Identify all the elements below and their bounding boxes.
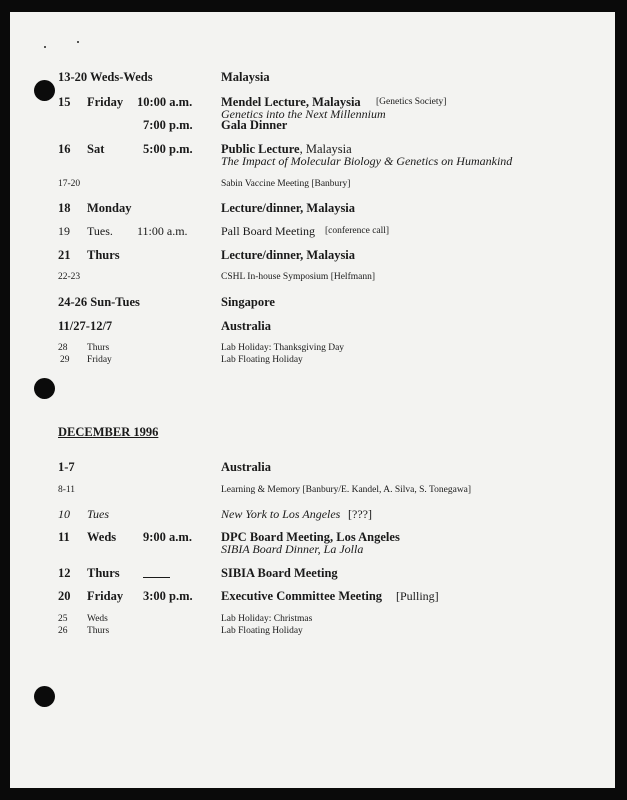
punch-hole (34, 80, 55, 101)
entry-event: Sabin Vaccine Meeting [Banbury] (221, 179, 351, 189)
entry-time: 7:00 p.m. (143, 118, 193, 132)
entry-event: Gala Dinner (221, 118, 288, 132)
entry-day: Weds (87, 530, 117, 544)
entry-note: [Genetics Society] (376, 97, 447, 107)
entry-date: 8-11 (58, 485, 76, 495)
entry-date: 11 (58, 530, 70, 544)
month-heading: DECEMBER 1996 (58, 425, 159, 439)
entry-day: Sat (87, 142, 105, 156)
entry-event: Lecture/dinner, Malaysia (221, 201, 356, 215)
entry-time: 3:00 p.m. (143, 589, 193, 603)
entry-date: 13-20 Weds-Weds (58, 70, 153, 84)
entry-day: Friday (87, 95, 124, 109)
entry-event: Learning & Memory [Banbury/E. Kandel, A. Silva, S. Tonegawa] (221, 485, 472, 495)
entry-event: SIBIA Board Meeting (221, 566, 338, 580)
entry-date: 20 (58, 589, 71, 603)
entry-time: 9:00 a.m. (143, 530, 192, 544)
entry-date: 16 (58, 142, 71, 156)
entry-date: 12 (58, 566, 71, 580)
entry-event: Pall Board Meeting (221, 224, 315, 238)
entry-day: Tues (87, 507, 110, 521)
entry-date: 29 (60, 355, 70, 365)
entry-date: 25 (58, 614, 68, 624)
entry-event: Lab Holiday: Christmas (221, 614, 313, 624)
entry-event: New York to Los Angeles (221, 507, 341, 521)
entry-date: 1-7 (58, 460, 75, 474)
entry-date: 18 (58, 201, 71, 215)
entry-note: [Pulling] (396, 589, 439, 603)
entry-event-bold: Public Lecture (221, 142, 300, 156)
entry-time: 11:00 a.m. (137, 224, 188, 238)
entry-date: 26 (58, 626, 68, 636)
entry-day: Thurs (87, 626, 110, 636)
entry-time: 5:00 p.m. (143, 142, 193, 156)
entry-time: 10:00 a.m. (137, 95, 193, 109)
entry-event-rest: , Malaysia (299, 142, 352, 156)
entry-date: 15 (58, 95, 71, 109)
entry-subtitle: SIBIA Board Dinner, La Jolla (221, 542, 364, 556)
entry-date: 11/27-12/7 (58, 319, 113, 333)
entry-event: Australia (221, 319, 271, 333)
entry-event: Lab Floating Holiday (221, 626, 303, 636)
punch-hole (34, 686, 55, 707)
entry-event: Mendel Lecture, Malaysia (221, 95, 361, 109)
entry-day: Weds (87, 614, 108, 624)
punch-hole (34, 378, 55, 399)
entry-event: Lab Floating Holiday (221, 355, 303, 365)
entry-day: Thurs (87, 248, 120, 262)
entry-date: 17-20 (58, 179, 81, 189)
entry-subtitle: The Impact of Molecular Biology & Genetics on Humankind (221, 154, 513, 168)
entry-day: Thurs (87, 566, 120, 580)
entry-date: 24-26 Sun-Tues (58, 295, 140, 309)
entry-event: Executive Committee Meeting (221, 589, 383, 603)
entry-day: Thurs (87, 343, 110, 353)
entry-date: 10 (58, 507, 70, 521)
entry-event: Malaysia (221, 70, 270, 84)
entry-note: [conference call] (325, 226, 390, 236)
entry-note: [???] (348, 507, 372, 521)
entry-event: Lab Holiday: Thanksgiving Day (221, 343, 345, 353)
mark-dot (44, 46, 46, 48)
entry-date: 19 (58, 224, 70, 238)
entry-event: CSHL In-house Symposium [Helfmann] (221, 272, 376, 282)
entry-day: Monday (87, 201, 132, 215)
entry-day: Tues. (87, 224, 113, 238)
entry-event: Lecture/dinner, Malaysia (221, 248, 356, 262)
entry-day: Friday (87, 589, 124, 603)
entry-day: Friday (87, 355, 112, 365)
entry-date: 21 (58, 248, 71, 262)
entry-event: DPC Board Meeting, Los Angeles (221, 530, 400, 544)
mark-dot (77, 41, 79, 43)
entry-subtitle: Genetics into the Next Millennium (221, 107, 386, 121)
entry-date: 22-23 (58, 272, 81, 282)
entry-event: Australia (221, 460, 271, 474)
paper-page (10, 12, 615, 788)
blank-time-line (143, 577, 170, 578)
entry-event: Singapore (221, 295, 275, 309)
entry-date: 28 (58, 343, 68, 353)
